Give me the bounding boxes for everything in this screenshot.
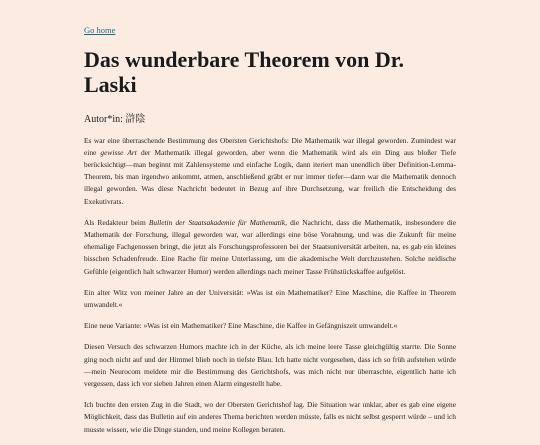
go-home-link[interactable]: Go home <box>84 25 116 35</box>
paragraph-5: Diesen Versuch des schwarzen Humors machte ich in der Küche, als ich meine leere Tasse gleichgültig starrte. Die Sonne ging noch nicht auf und der Himmel blieb noch in tiefste Blau. Ich hatte nicht vorgesehen, dass ich so früh aufstehen würde—mein Neurocom meldete mir die Bestimmung des Gerichtshofs, was mich nicht nur überraschte, eigentlich hatte ich vergessen, dass ich vor sieben Jahren einen Alarm eingestellt habe. <box>84 342 456 389</box>
paragraph-1-emphasis: gewisse Art <box>100 147 137 157</box>
author-line <box>84 110 456 125</box>
author-name: 滸陰 <box>125 113 146 125</box>
page-title: Das wunderbare Theorem von Dr. Laski <box>84 47 405 98</box>
paragraph-1-text-a: Es war eine überraschende Bestimmung des Obersten Gerichtshofs: Die Mathematik war illegal geworden. Zumindest war eine <box>84 135 456 157</box>
paragraph-1 <box>84 135 456 208</box>
paragraph-3: Ein alter Witz von meiner Jahre an der Universität: »Was ist ein Mathematiker? Eine Maschine, die Kaffee in Theorem umwandelt.« <box>84 287 456 310</box>
paragraph-2-text-b: , die Nachricht, dass die Mathematik, insbesondere die Mathematik der Forschung, illegal geworden war, war allerdings eine böse Vorahnung, und was die Zukunft für meine ehemalige Fachgenossen bringt, die jetzt als Forschungsprofessoren bei der Staatsuniversität arbeiten, na, es gab ein kleines bisschen Schadenfreude. Eine Rache für meine Unterlassung, um die akademische Welt durchzustehen. Solche neidische Gefühle (eigentlich halt schwarzer Humor) werden allerdings nach meiner Tasse Frühstückskaffee aufgelöst. <box>84 217 456 276</box>
paragraph-2-text-a: Als Redakteur beim <box>84 217 149 227</box>
author-prefix: Autor*in: <box>84 113 126 125</box>
paragraph-6: Ich buchte den ersten Zug in die Stadt, wo der Obersten Gerichtshof lag. Die Situation war unklar, aber es gab eine eigene Möglichkeit, dass das Bulletin auf ein anderes Thema berichten werden müsste, falls es nicht selbst gesperrt würde – und ich musste wissen, wie die Dinge standen, und meine Kollegen beraten. <box>84 400 456 434</box>
paragraph-2-emphasis: Bulletin der Staatsakademie für Mathematik <box>148 217 286 227</box>
paragraph-2 <box>84 217 456 278</box>
paragraph-4: Eine neue Variante: »Was ist ein Mathematiker? Eine Maschine, die Kaffee in Gefängniszeit umwandelt.« <box>84 321 398 331</box>
article-container <box>84 20 456 445</box>
paragraph-1-text-b: der Mathematik illegal geworden, aber wenn die Mathematik wird als ein Ding aus bloßer Tiefe berücksichtigt—man beginnt mit Zahlensysteme und einfache Logik, dann iteriert man unendlich über Definition-Lemma-Theorem, bis man irgendwo ankommt, atmen, anschließend gräbt er nur immer tiefer—dann war die Mathematik dennoch illegal geworden. Was diese Nachricht bedeutet in Bezug auf ihre Durchsetzung, war freilich die Entscheidung des Exekutivrats. <box>84 147 456 206</box>
